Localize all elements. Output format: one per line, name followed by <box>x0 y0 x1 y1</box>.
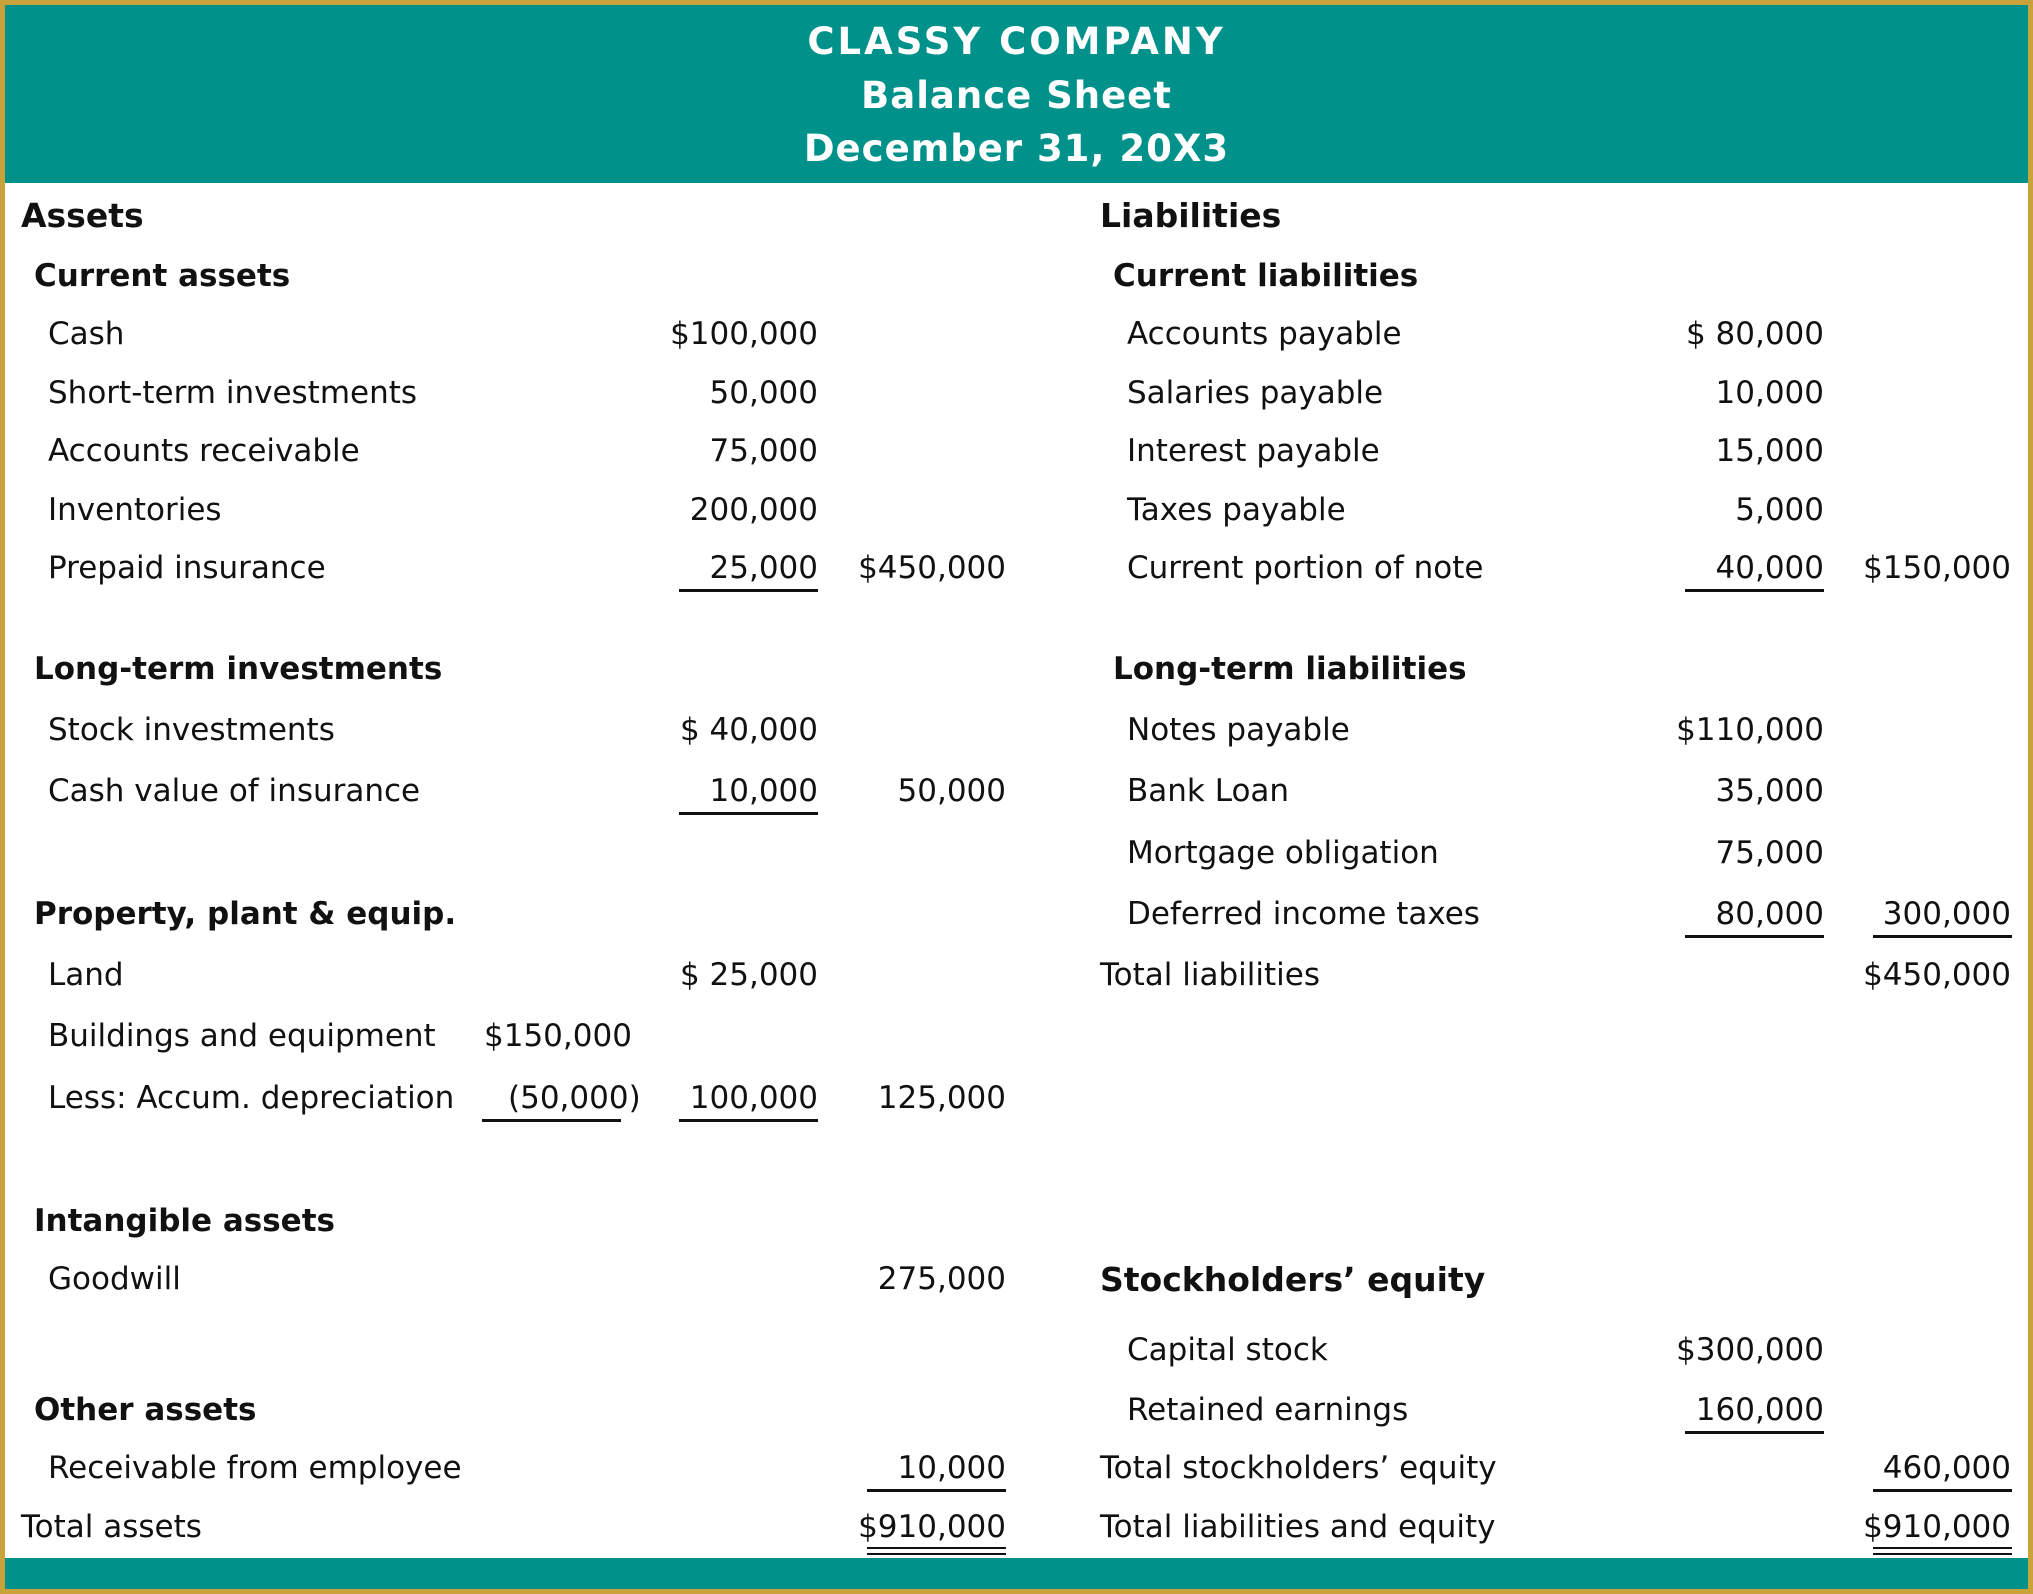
liability-amount: $ 80,000 <box>1685 316 1824 352</box>
total-liabilities-equity-amount: $910,000 <box>1863 1509 2011 1545</box>
asset-amount: 75,000 <box>709 433 818 469</box>
asset-label: Inventories <box>48 492 222 528</box>
current-assets-total: $450,000 <box>858 550 1006 586</box>
long-term-liabilities-total: 300,000 <box>1882 896 2011 932</box>
liability-amount: 10,000 <box>1715 375 1824 411</box>
asset-amount: $100,000 <box>670 316 818 352</box>
asset-label: Prepaid insurance <box>48 550 326 586</box>
equity-heading: Stockholders’ equity <box>1100 1260 1486 1299</box>
liability-label: Taxes payable <box>1127 492 1346 528</box>
total-liabilities-amount: $450,000 <box>1863 957 2011 993</box>
asset-amount: $ 40,000 <box>679 712 818 748</box>
liability-label: Salaries payable <box>1127 375 1384 411</box>
equity-label: Retained earnings <box>1127 1392 1409 1428</box>
asset-net-amount: 100,000 <box>689 1080 818 1116</box>
underline <box>1685 935 1824 938</box>
company-name: CLASSY COMPANY <box>807 20 1226 63</box>
intangible-assets-label: Intangible assets <box>34 1203 335 1239</box>
asset-amount: 50,000 <box>709 375 818 411</box>
asset-amount: $ 25,000 <box>679 957 818 993</box>
underline <box>679 812 818 815</box>
current-liabilities-total: $150,000 <box>1863 550 2011 586</box>
liability-label: Notes payable <box>1127 712 1350 748</box>
liabilities-heading: Liabilities <box>1100 196 1282 235</box>
asset-label: Receivable from employee <box>48 1450 462 1486</box>
underline <box>1685 589 1824 592</box>
asset-label: Goodwill <box>48 1261 181 1297</box>
asset-amount: 10,000 <box>709 773 818 809</box>
asset-label: Buildings and equipment <box>48 1018 436 1054</box>
asset-amount: 25,000 <box>709 550 818 586</box>
liability-label: Deferred income taxes <box>1127 896 1480 932</box>
underline <box>1873 935 2012 938</box>
asset-label: Cash <box>48 316 125 352</box>
total-equity-label: Total stockholders’ equity <box>1100 1450 1497 1486</box>
equity-label: Capital stock <box>1127 1332 1328 1368</box>
liability-label: Mortgage obligation <box>1127 835 1439 871</box>
liability-amount: $110,000 <box>1676 712 1824 748</box>
asset-amount: 200,000 <box>689 492 818 528</box>
header-banner <box>5 5 2028 183</box>
liability-label: Interest payable <box>1127 433 1380 469</box>
underline <box>679 1119 818 1122</box>
liability-label: Bank Loan <box>1127 773 1290 809</box>
total-equity-amount: 460,000 <box>1882 1450 2011 1486</box>
assets-heading: Assets <box>21 196 144 235</box>
liability-amount: 40,000 <box>1715 550 1824 586</box>
liability-label: Current portion of note <box>1127 550 1484 586</box>
depreciation-amount: (50,000) <box>508 1080 641 1116</box>
underline <box>1873 1489 2012 1492</box>
liability-amount: 35,000 <box>1715 773 1824 809</box>
total-liabilities-label: Total liabilities <box>1100 957 1320 993</box>
underline <box>1685 1431 1824 1434</box>
long-term-investments-total: 50,000 <box>897 773 1006 809</box>
double-underline <box>1873 1547 2012 1555</box>
statement-title: Balance Sheet <box>861 74 1172 117</box>
liability-amount: 80,000 <box>1715 896 1824 932</box>
asset-label: Accounts receivable <box>48 433 360 469</box>
asset-label: Short-term investments <box>48 375 418 411</box>
liability-amount: 15,000 <box>1715 433 1824 469</box>
total-assets-label: Total assets <box>21 1509 202 1545</box>
equity-amount: $300,000 <box>1676 1332 1824 1368</box>
total-liabilities-equity-label: Total liabilities and equity <box>1100 1509 1496 1545</box>
asset-label: Less: Accum. depreciation <box>48 1080 455 1116</box>
underline <box>679 589 818 592</box>
total-assets-amount: $910,000 <box>858 1509 1006 1545</box>
asset-label: Cash value of insurance <box>48 773 421 809</box>
liability-amount: 5,000 <box>1735 492 1824 528</box>
ppe-total: 125,000 <box>877 1080 1006 1116</box>
asset-label: Stock investments <box>48 712 335 748</box>
asset-label: Land <box>48 957 124 993</box>
liability-label: Accounts payable <box>1127 316 1402 352</box>
equity-amount: 160,000 <box>1695 1392 1824 1428</box>
footer-bar <box>5 1558 2028 1589</box>
double-underline <box>867 1547 1006 1555</box>
intangible-assets-total: 275,000 <box>877 1261 1006 1297</box>
liability-amount: 75,000 <box>1715 835 1824 871</box>
statement-date: December 31, 20X3 <box>803 127 1230 170</box>
underline <box>482 1119 621 1122</box>
long-term-investments-label: Long-term investments <box>34 651 443 687</box>
other-assets-label: Other assets <box>34 1392 257 1428</box>
ppe-label: Property, plant & equip. <box>34 896 457 932</box>
current-assets-label: Current assets <box>34 258 291 294</box>
long-term-liabilities-label: Long-term liabilities <box>1113 651 1467 687</box>
asset-gross-amount: $150,000 <box>484 1018 632 1054</box>
underline <box>867 1489 1006 1492</box>
other-assets-total: 10,000 <box>897 1450 1006 1486</box>
current-liabilities-label: Current liabilities <box>1113 258 1419 294</box>
